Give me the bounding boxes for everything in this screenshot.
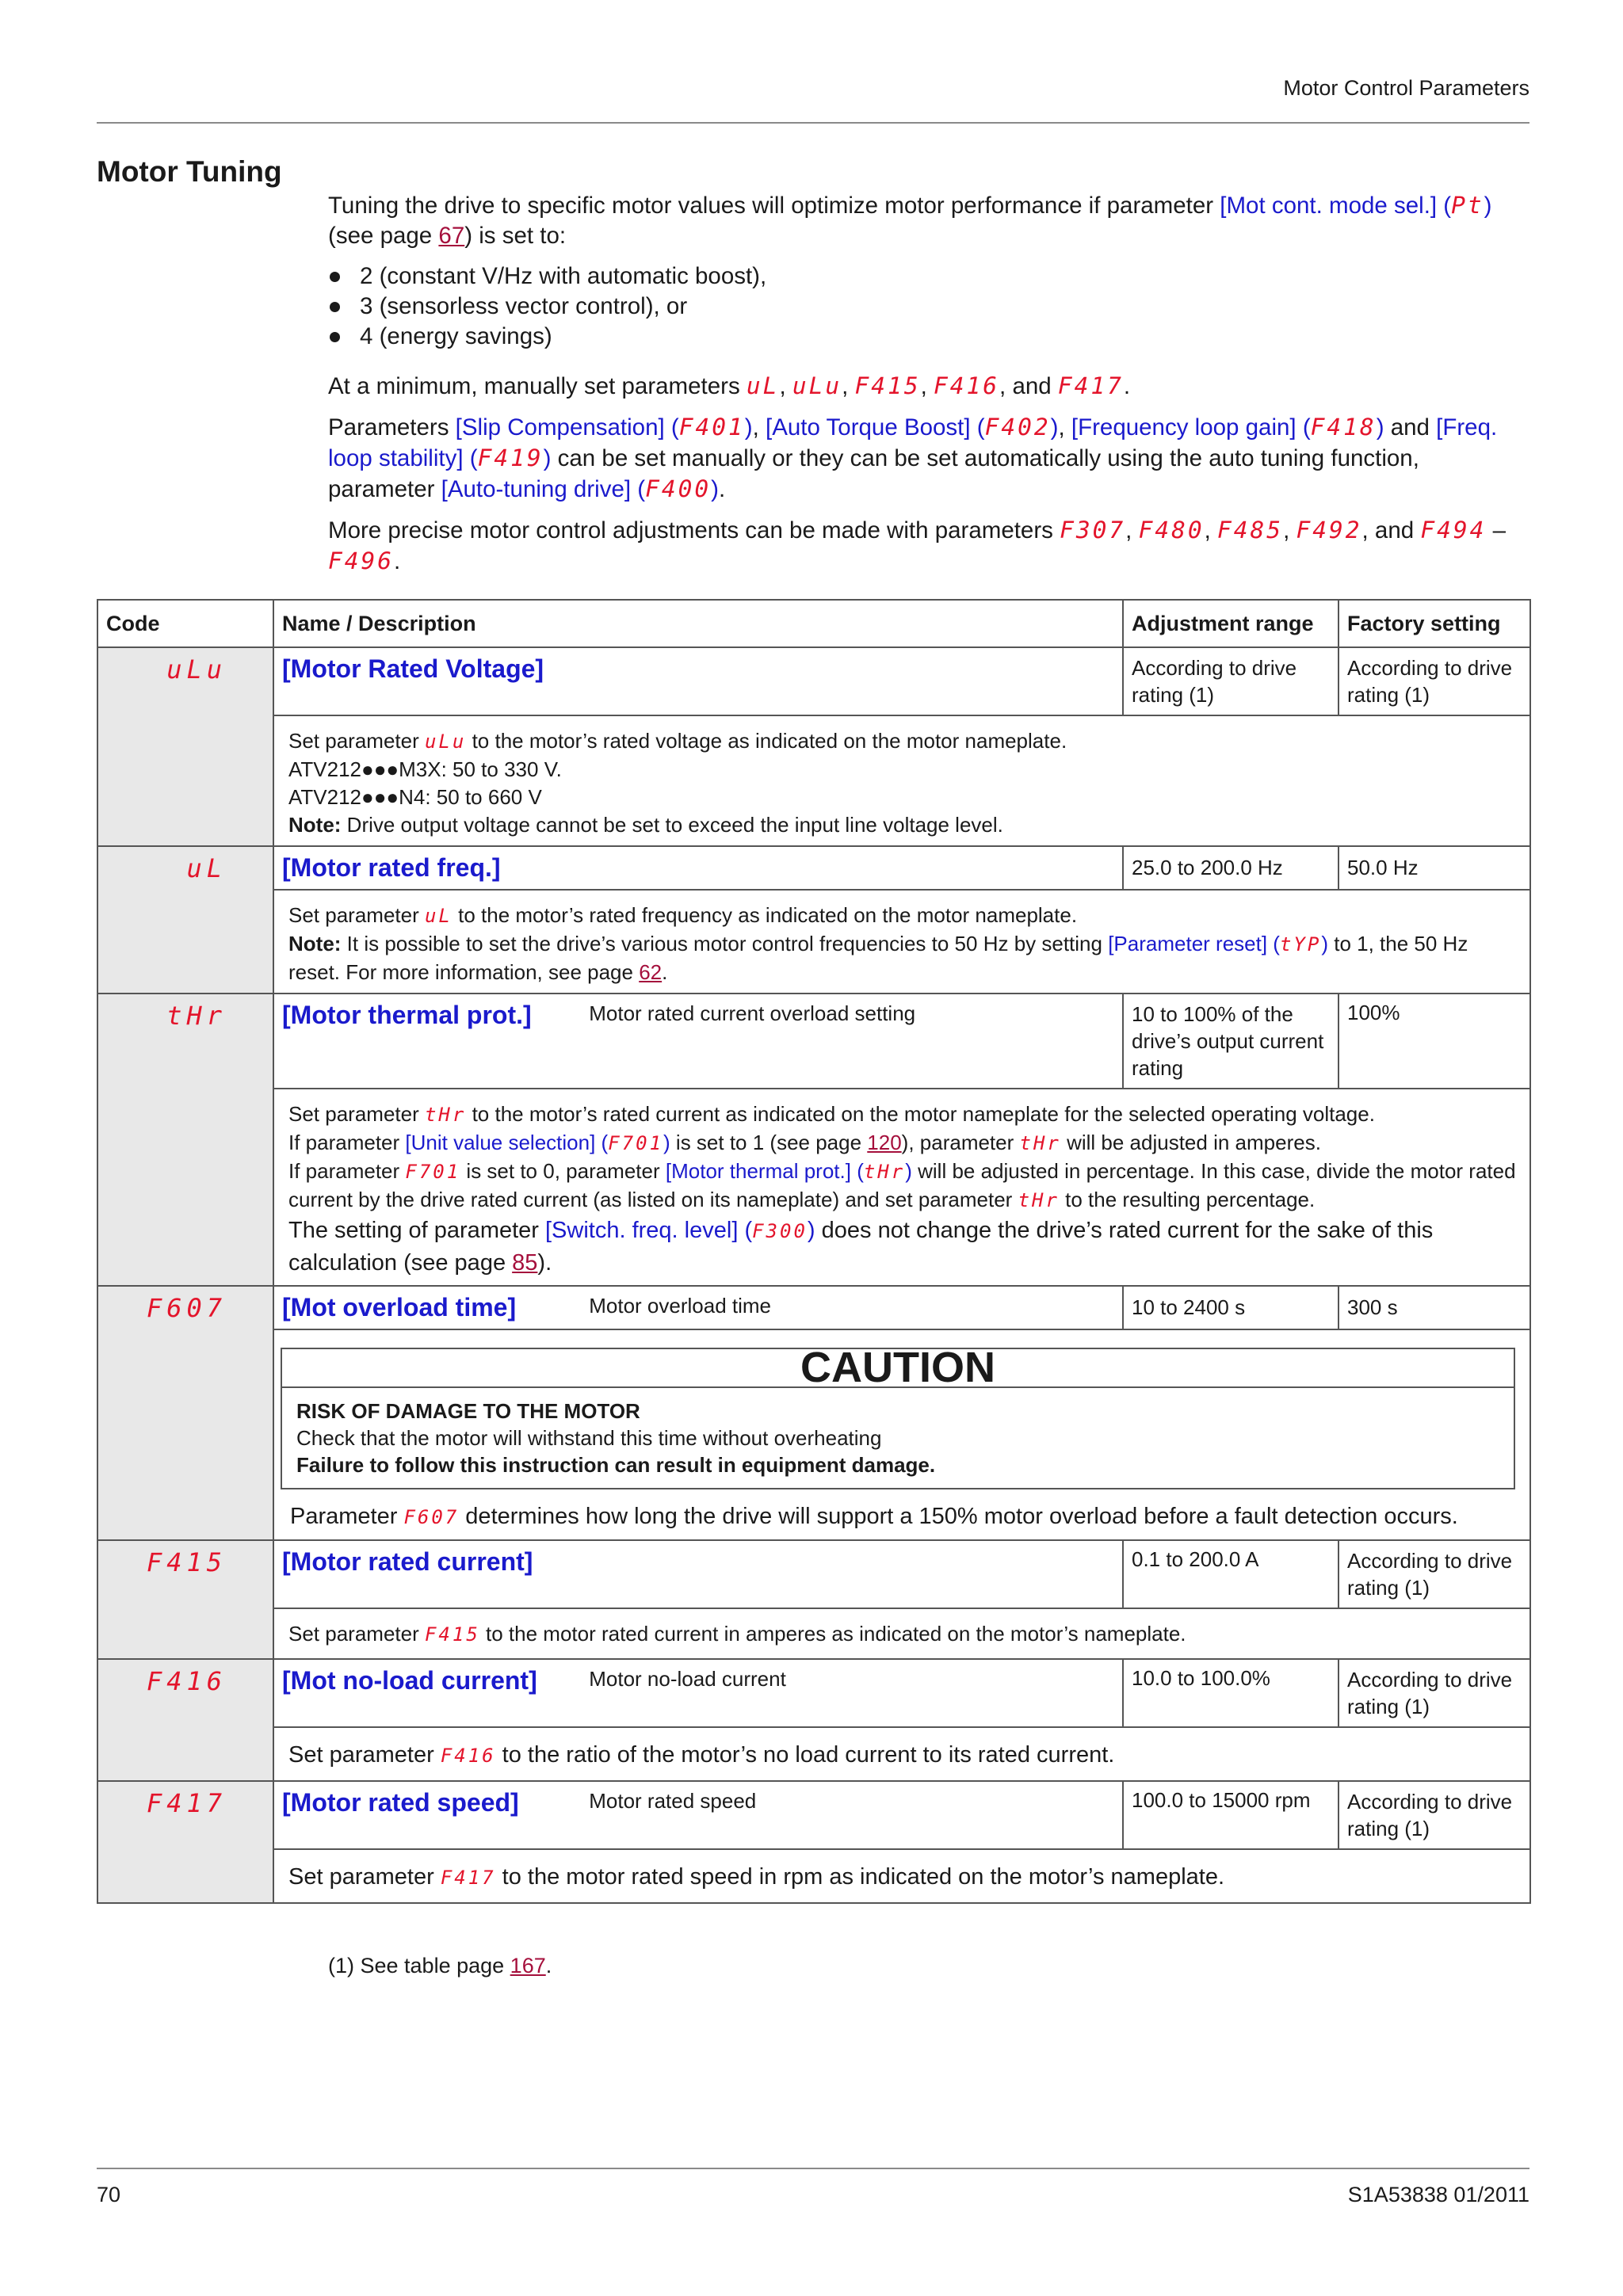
param-short-desc: Motor overload time [589,1294,771,1318]
adjustment-range: 25.0 to 200.0 Hz [1123,846,1338,890]
adjustment-range: According to drive rating (1) [1123,647,1338,715]
link-frequency-loop-gain[interactable]: [Frequency loop gain] [1071,414,1296,441]
param-code: tHr [97,994,273,1286]
section-title: Motor Tuning [97,155,282,188]
intro-paragraph-4: More precise motor control adjustments can be made with parameters F307, F480, F485, F492, and F494 – F496. [328,517,1506,574]
running-header: Motor Control Parameters [1283,76,1529,100]
adjustment-range: 0.1 to 200.0 A [1123,1540,1338,1608]
param-description: Set parameter F417 to the motor rated speed in rpm as indicated on the motor’s nameplate. [273,1849,1530,1903]
table-row-description [97,890,1530,994]
intro-paragraph-3: Parameters [Slip Compensation] (F401), [Auto Torque Boost] (F402), [Frequency loop gain] (F418) and [Freq. loop stability] (F419) can be set manually or they can be set automatically using the auto tuning function, parameter [Auto-tuning drive] (F400). [328,414,1498,502]
param-description: Set parameter uLu to the motor’s rated voltage as indicated on the motor nameplate. ATV212●●●M3X: 50 to 330 V. ATV212●●●N4: 50 to 660 V Note: Drive output voltage cannot be set to exceed the input line voltage level. [273,715,1530,846]
link-auto-torque-boost[interactable]: [Auto Torque Boost] [766,414,971,441]
param-description: Set parameter F415 to the motor rated current in amperes as indicated on the motor’s nameplate. [273,1608,1530,1659]
adjustment-range: 10 to 2400 s [1123,1286,1338,1329]
adjustment-range: 100.0 to 15000 rpm [1123,1781,1338,1849]
param-short-desc: Motor no-load current [589,1667,786,1691]
intro-text [328,190,1517,587]
param-name[interactable]: [Motor rated speed] [282,1788,519,1817]
param-description: Set parameter F416 to the ratio of the motor’s no load current to its rated current. [273,1727,1530,1781]
param-code: F417 [97,1781,273,1903]
table-row-description [97,1608,1530,1659]
list-item: 2 (constant V/Hz with automatic boost), [328,261,1517,292]
table-row-description [97,1727,1530,1781]
param-description: Set parameter uL to the motor’s rated frequency as indicated on the motor nameplate. Note: It is possible to set the drive’s various motor control frequencies to 50 Hz by setting [Parameter reset] (tYP) to 1, the 50 Hz reset. For more information, see page 62. [273,890,1530,994]
header-rule [97,122,1529,124]
param-name[interactable]: [Motor rated freq.] [282,853,501,882]
link-slip-compensation[interactable]: [Slip Compensation] [455,414,665,441]
param-code: F607 [97,1286,273,1540]
caution-title: CAUTION [282,1349,1514,1388]
list-item: 4 (energy savings) [328,322,1517,352]
list-item: 3 (sensorless vector control), or [328,292,1517,322]
factory-setting: According to drive rating (1) [1338,1781,1530,1849]
table-header-row [97,600,1530,647]
table-row [97,1781,1530,1849]
param-description: CAUTION RISK OF DAMAGE TO THE MOTOR Check that the motor will withstand this time without overheating Failure to follow this instruction can result in equipment damage. Parameter F607 determines how long the drive will support a 150% motor overload before a fault detection occurs. [273,1329,1530,1540]
page-link-62[interactable]: 62 [639,960,663,984]
parameter-table [97,599,1531,1904]
param-description: Set parameter tHr to the motor’s rated current as indicated on the motor nameplate for the selected operating voltage. If parameter [Unit value selection] (F701) is set to 1 (see page 120), parameter tHr will be adjusted in amperes. If parameter F701 is set to 0, parameter [Motor thermal prot.] (tHr) will be adjusted in percentage. In this case, divide the motor rated current by the drive rated current (as listed on its nameplate) and set parameter tHr to the resulting percentage. The setting of parameter [Switch. freq. level] (F300) does not change the drive’s rated current for the sake of this calculation (see page 85). [273,1089,1530,1286]
adjustment-range: 10 to 100% of the drive’s output current rating [1123,994,1338,1089]
factory-setting: 100% [1338,994,1530,1089]
param-name[interactable]: [Mot overload time] [282,1293,517,1322]
table-row [97,1659,1530,1727]
page-link-85[interactable]: 85 [512,1250,538,1276]
document-id: S1A53838 01/2011 [1347,2183,1529,2206]
factory-setting: According to drive rating (1) [1338,1540,1530,1608]
bullet-list [328,261,1517,352]
intro-paragraph-1: Tuning the drive to specific motor values will optimize motor performance if parameter [Mot cont. mode sel.] (Pt) (see page 67) is set to: [328,192,1492,249]
col-header-code: Code [97,600,273,647]
intro-paragraph-2: At a minimum, manually set parameters uL, uLu, F415, F416, and F417. [328,372,1131,399]
param-code: F416 [97,1659,273,1781]
caution-box [281,1344,1515,1489]
table-row [97,994,1530,1089]
caution-body [282,1388,1514,1488]
factory-setting: 50.0 Hz [1338,846,1530,890]
link-unit-value-selection[interactable]: [Unit value selection] [405,1131,596,1154]
param-name[interactable]: [Motor thermal prot.] [282,1001,532,1029]
param-short-desc: Motor rated speed [589,1789,757,1813]
link-auto-tuning-drive[interactable]: [Auto-tuning drive] [441,476,632,502]
param-code: F415 [97,1540,273,1659]
table-row-description [97,1089,1530,1286]
factory-setting: According to drive rating (1) [1338,647,1530,715]
adjustment-range: 10.0 to 100.0% [1123,1659,1338,1727]
table-row [97,846,1530,890]
link-mot-cont-mode[interactable]: [Mot cont. mode sel.] [1220,193,1438,219]
table-row-description [97,1849,1530,1903]
col-header-range: Adjustment range [1123,600,1338,647]
link-freq-loop-stability[interactable]: [Freq. loop stability] [328,414,1498,471]
page-link-120[interactable]: 120 [867,1131,902,1154]
footer-rule [97,2168,1529,2169]
col-header-name: Name / Description [273,600,1123,647]
param-name[interactable]: [Mot no-load current] [282,1666,537,1695]
param-short-desc: Motor rated current overload setting [589,1001,916,1025]
table-row-description [97,1329,1530,1540]
page-link-67[interactable]: 67 [438,223,465,249]
table-row [97,1540,1530,1608]
factory-setting: 300 s [1338,1286,1530,1329]
table-row-description [97,715,1530,846]
link-switch-freq-level[interactable]: [Switch. freq. level] [545,1218,739,1243]
footnote: (1) See table page 167. [328,1954,552,1978]
link-parameter-reset[interactable]: [Parameter reset] [1108,932,1268,955]
caution-check: Check that the motor will withstand this time without overheating [296,1426,882,1450]
caution-risk: RISK OF DAMAGE TO THE MOTOR [296,1399,640,1423]
param-name[interactable]: [Motor rated current] [282,1547,533,1576]
page-number: 70 [97,2183,121,2206]
link-motor-thermal-prot[interactable]: [Motor thermal prot.] [665,1159,851,1183]
factory-setting: According to drive rating (1) [1338,1659,1530,1727]
page-link-167[interactable]: 167 [510,1954,546,1978]
table-row [97,1286,1530,1329]
param-code: uLu [97,647,273,846]
param-name[interactable]: [Motor Rated Voltage] [282,654,544,683]
col-header-factory: Factory setting [1338,600,1530,647]
table-row [97,647,1530,715]
param-code: uL [97,846,273,994]
caution-failure: Failure to follow this instruction can result in equipment damage. [296,1453,936,1477]
